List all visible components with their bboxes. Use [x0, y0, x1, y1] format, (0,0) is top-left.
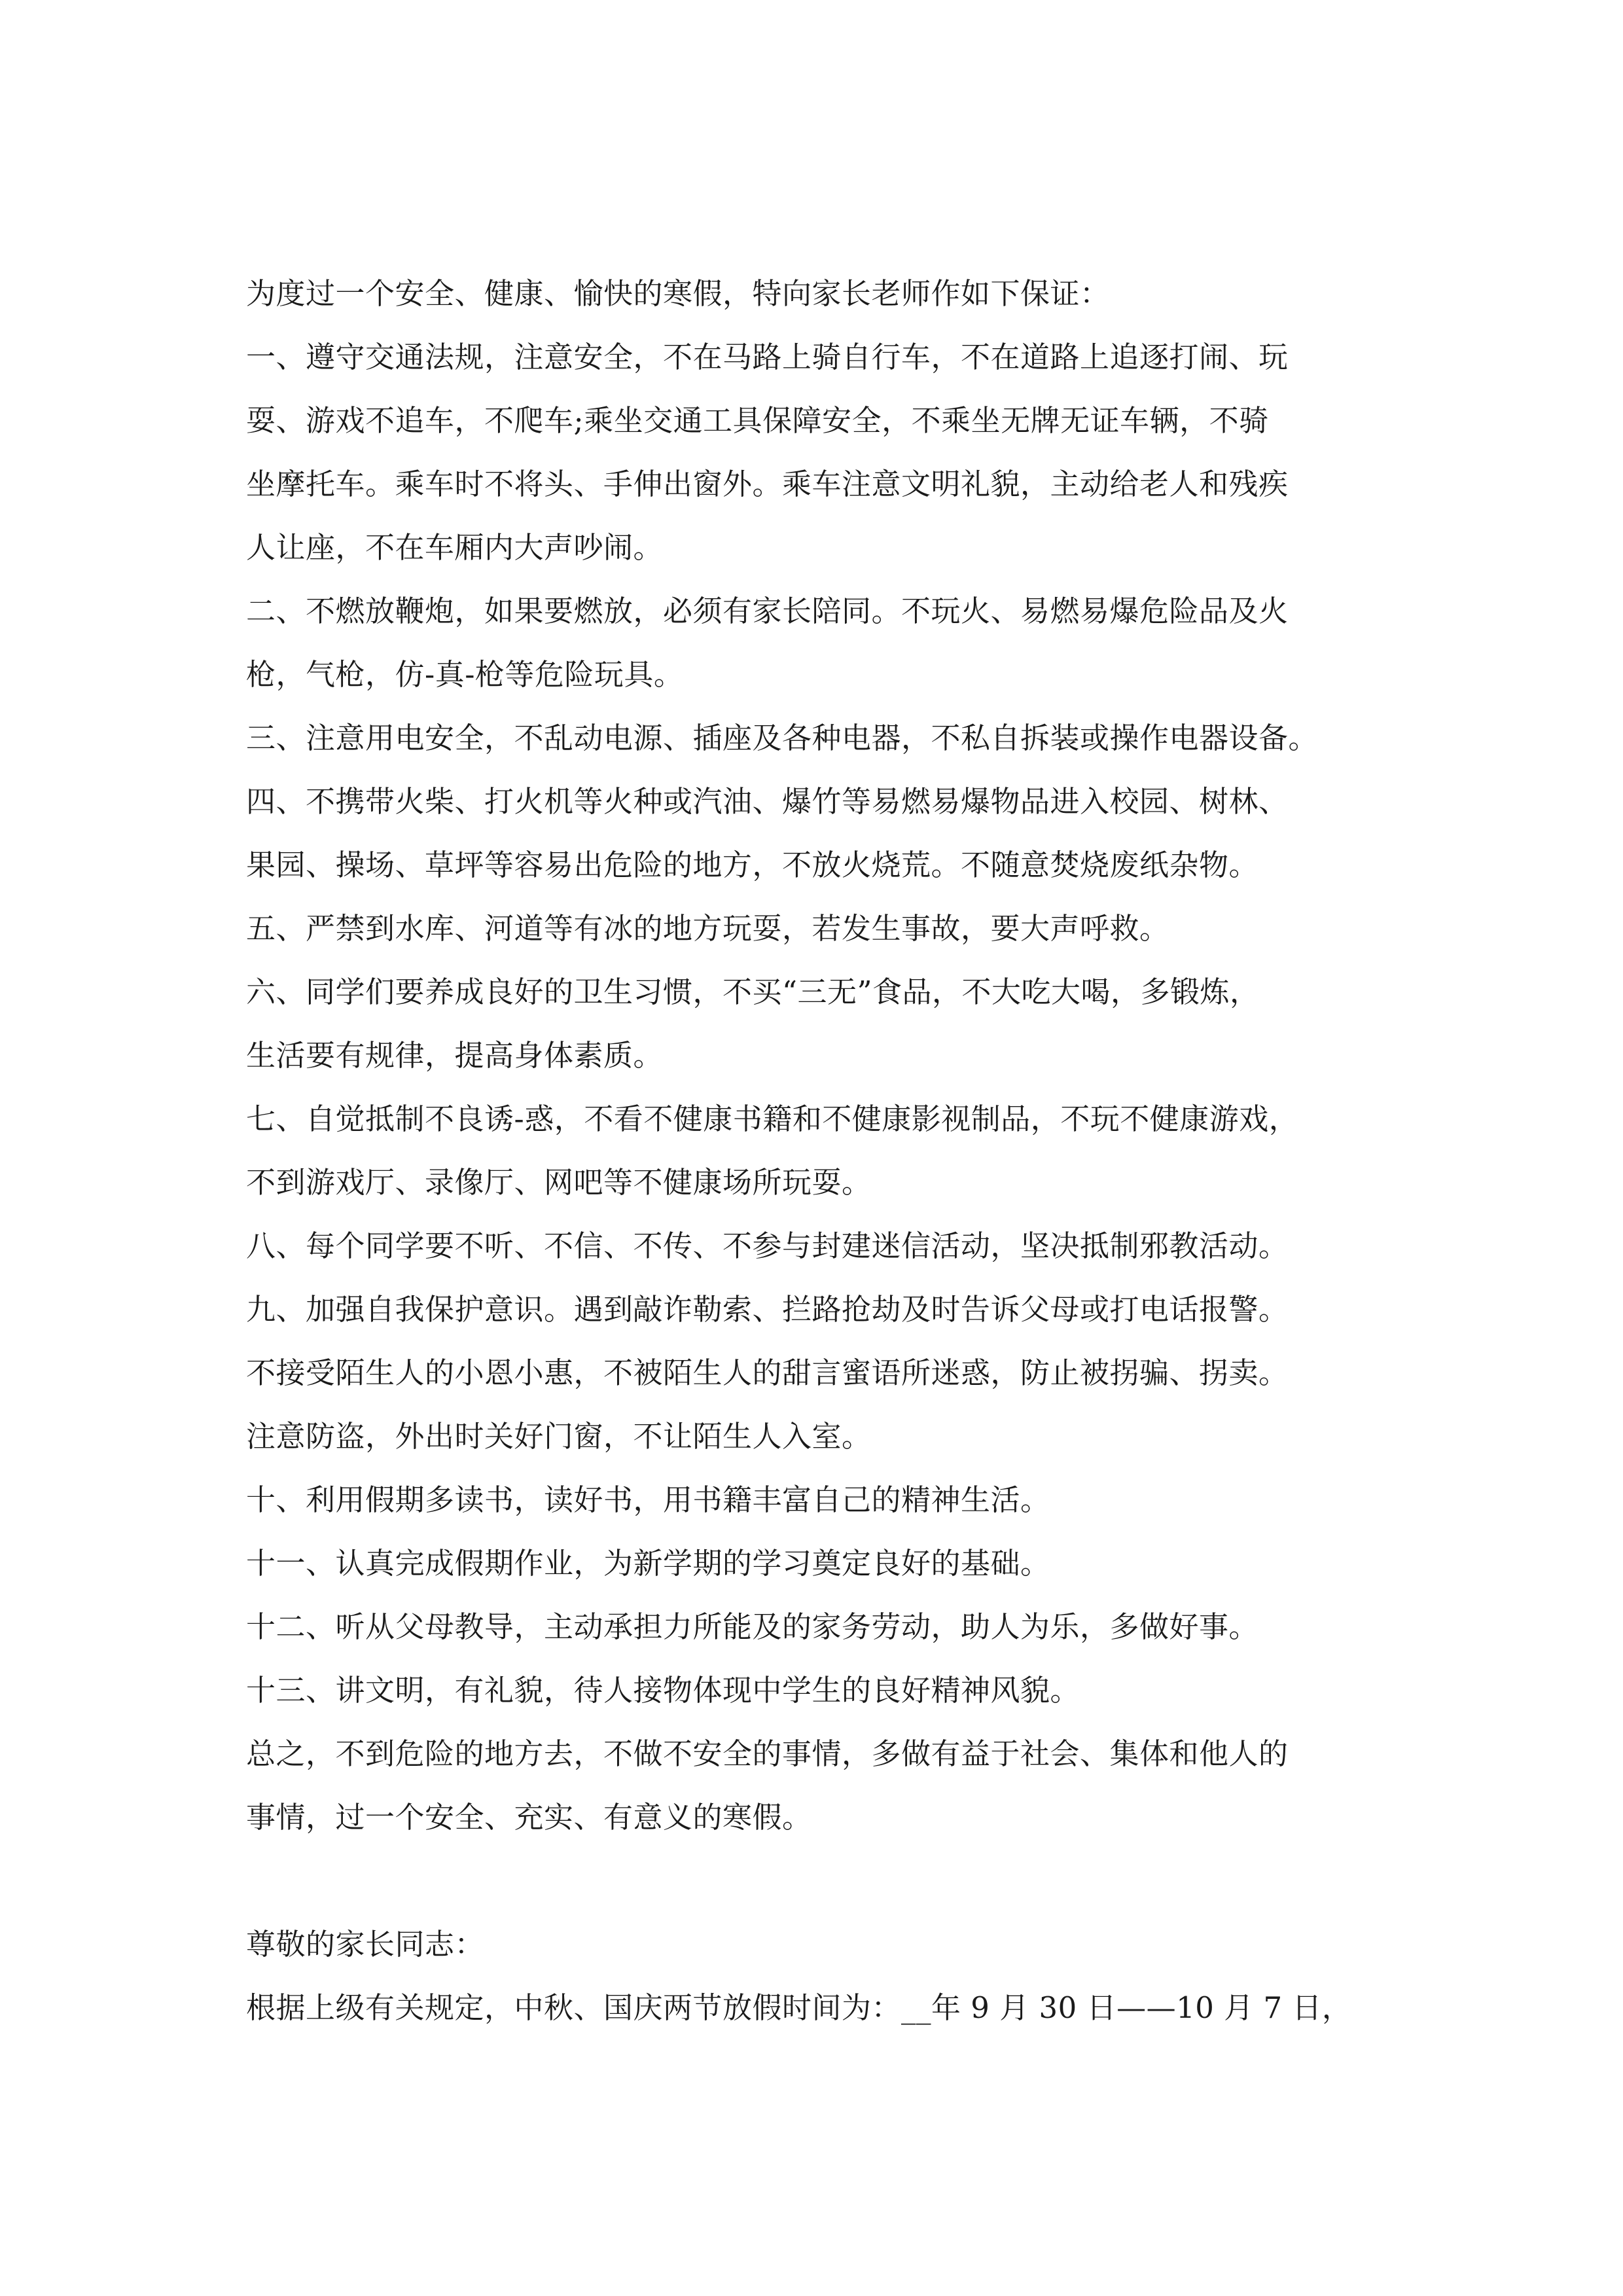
letter-body-line: 根据上级有关规定，中秋、国庆两节放假时间为：__年 9 月 30 日——10 月 7 日，: [246, 1990, 1352, 2025]
parent-letter-section: [246, 1912, 1391, 2039]
pledge-line: 三、注意用电安全，不乱动电源、插座及各种电器，不私自拆装或操作电器设备。: [246, 721, 1319, 755]
pledge-line: 枪，气枪，仿-真-枪等危险玩具。: [246, 657, 684, 692]
pledge-line: 八、每个同学要不听、不信、不传、不参与封建迷信活动，坚决抵制邪教活动。: [246, 1229, 1289, 1263]
pledge-line: 五、严禁到水库、河道等有冰的地方玩耍，若发生事故，要大声呼救。: [246, 911, 1169, 946]
pledge-line: 十三、讲文明，有礼貌，待人接物体现中学生的良好精神风貌。: [246, 1673, 1080, 1708]
pledge-conclusion-line: 事情，过一个安全、充实、有意义的寒假。: [246, 1800, 812, 1835]
pledge-line: 注意防盗，外出时关好门窗，不让陌生人入室。: [246, 1419, 872, 1454]
pledge-line: 十、利用假期多读书，读好书，用书籍丰富自己的精神生活。: [246, 1482, 1050, 1517]
pledge-line: 耍、游戏不追车，不爬车;乘坐交通工具保障安全，不乘坐无牌无证车辆，不骑: [246, 403, 1269, 438]
pledge-line: 人让座，不在车厢内大声吵闹。: [246, 530, 664, 565]
pledge-line: 四、不携带火柴、打火机等火种或汽油、爆竹等易燃易爆物品进入校园、树林、: [246, 784, 1289, 819]
pledge-line: 坐摩托车。乘车时不将头、手伸出窗外。乘车注意文明礼貌，主动给老人和残疾: [246, 467, 1289, 501]
pledge-line: 九、加强自我保护意识。遇到敲诈勒索、拦路抢劫及时告诉父母或打电话报警。: [246, 1292, 1289, 1327]
safety-pledge-section: [246, 262, 1391, 1849]
pledge-intro-line: 为度过一个安全、健康、愉快的寒假，特向家长老师作如下保证：: [246, 276, 1110, 311]
pledge-line: 一、遵守交通法规，注意安全，不在马路上骑自行车，不在道路上追逐打闹、玩: [246, 340, 1289, 374]
pledge-conclusion-line: 总之，不到危险的地方去，不做不安全的事情，多做有益于社会、集体和他人的: [246, 1736, 1289, 1771]
pledge-line: 十一、认真完成假期作业，为新学期的学习奠定良好的基础。: [246, 1546, 1050, 1581]
pledge-line: 六、同学们要养成良好的卫生习惯，不买“三无”食品，不大吃大喝，多锻炼，: [246, 975, 1260, 1009]
letter-salutation: 尊敬的家长同志：: [246, 1927, 485, 1962]
document-body: [246, 262, 1391, 2039]
section-spacer: [246, 1849, 1391, 1912]
pledge-line: 十二、听从父母教导，主动承担力所能及的家务劳动，助人为乐，多做好事。: [246, 1609, 1259, 1644]
pledge-line: 不接受陌生人的小恩小惠，不被陌生人的甜言蜜语所迷惑，防止被拐骗、拐卖。: [246, 1355, 1289, 1390]
pledge-line: 二、不燃放鞭炮，如果要燃放，必须有家长陪同。不玩火、易燃易爆危险品及火: [246, 594, 1289, 628]
pledge-line: 不到游戏厅、录像厅、网吧等不健康场所玩耍。: [246, 1165, 872, 1200]
pledge-line: 果园、操场、草坪等容易出危险的地方，不放火烧荒。不随意焚烧废纸杂物。: [246, 848, 1259, 882]
pledge-line: 生活要有规律，提高身体素质。: [246, 1038, 664, 1073]
pledge-line: 七、自觉抵制不良诱-惑，不看不健康书籍和不健康影视制品，不玩不健康游戏，: [246, 1102, 1299, 1136]
